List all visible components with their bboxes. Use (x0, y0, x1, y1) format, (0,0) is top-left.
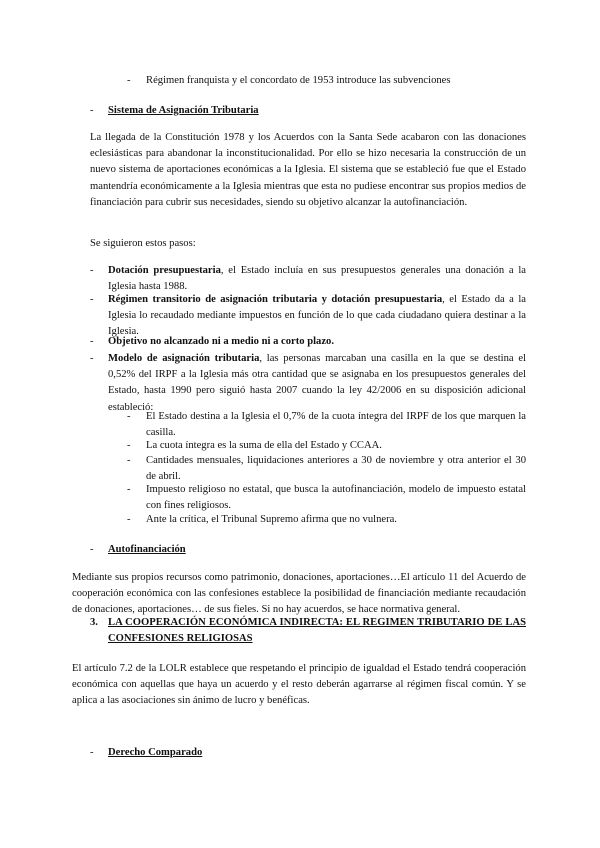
list-dash: - (127, 455, 131, 466)
section-number: 3. (90, 617, 98, 628)
section-heading-autofinanciacion: Autofinanciación (108, 544, 186, 555)
section-title: LA COOPERACIÓN ECONÓMICA INDIRECTA: EL REGIMEN TRIBUTARIO DE LAS CONFESIONES RELIGIOSAS (108, 617, 526, 645)
step-item: Régimen transitorio de asignación tributaria y dotación presupuestaria, el Estado da a la Iglesia lo recaudado mediante impuestos en función de lo que cada ciudadano quiera destinar a la Iglesia. (108, 294, 526, 338)
list-dash: - (90, 294, 94, 305)
sub-list-item: Impuesto religioso no estatal, que busca la autofinanciación, modelo de impuesto estatal con fines religiosos. (146, 484, 526, 512)
sub-list-item: El Estado destina a la Iglesia el 0,7% de la cuota íntegra del IRPF de los que marquen la casilla. (146, 411, 526, 439)
list-dash: - (127, 75, 131, 86)
step-item: Dotación presupuestaria, el Estado incluía en sus presupuestos generales una donación a la Iglesia hasta 1988. (108, 265, 527, 293)
steps-intro: Se siguieron estos pasos: (90, 238, 196, 249)
paragraph-section-3: El artículo 7.2 de la LOLR establece que respetando el principio de igualdad el Estado tendrá cooperación económica con aquellas que haya un acuerdo y el resto deberán agarrarse al régimen fiscal común. Y se aplica a las asociaciones sin ánimo de lucro y benéficas. (72, 663, 526, 707)
top-list-item: Régimen franquista y el concordato de 1953 introduce las subvenciones (146, 75, 451, 86)
list-dash: - (90, 353, 94, 364)
step-item: Modelo de asignación tributaria, las personas marcaban una casilla en la que se destina el 0,52% del IRPF a la Iglesia más otra cantidad que se asignaba en los presupuestos generales del Estado, hasta 1990 pero siguió hasta 2007 cuando la ley 42/2006 en su disposición adicional estableció: (108, 353, 527, 413)
paragraph-asignacion: La llegada de la Constitución 1978 y los Acuerdos con la Santa Sede acabaron con las donaciones eclesiásticas para abandonar la inconstitucionalidad. Por ello se hizo necesaria la construcción de un nuevo sistema de aportaciones económicas a la Iglesia. El sistema que se estableció fue que el Estado mantendría económicamente a la Iglesia mientras que esta no pudiese encontrar sus propios medios de financiación para cubrir sus necesidades, siendo su objetivo alcanzar la autofinanciación. (90, 132, 526, 208)
list-dash: - (127, 411, 131, 422)
sub-list-item: Cantidades mensuales, liquidaciones anteriores a 30 de noviembre y otra anterior el 30 de abril. (146, 455, 526, 483)
list-dash: - (90, 265, 94, 276)
list-dash: - (90, 336, 94, 347)
list-dash: - (127, 440, 131, 451)
list-dash: - (90, 747, 94, 758)
sub-list-item: Ante la crítica, el Tribunal Supremo afirma que no vulnera. (146, 514, 397, 525)
list-dash: - (127, 514, 131, 525)
section-heading-asignacion: Sistema de Asignación Tributaria (108, 105, 259, 116)
step-item: Objetivo no alcanzado ni a medio ni a corto plazo. (108, 336, 334, 347)
list-dash: - (127, 484, 131, 495)
list-dash: - (90, 544, 94, 555)
section-heading-derecho-comparado: Derecho Comparado (108, 747, 203, 758)
sub-list-item: La cuota íntegra es la suma de ella del Estado y CCAA. (146, 440, 382, 451)
list-dash: - (90, 105, 94, 116)
paragraph-autofinanciacion: Mediante sus propios recursos como patrimonio, donaciones, aportaciones…El artículo 11 del Acuerdo de cooperación económica con las confesiones establece la posibilidad de financiación mediante recaudación de donaciones, aportaciones… de sus fieles. Si no hay acuerdos, se hace normativa general. (72, 572, 526, 616)
